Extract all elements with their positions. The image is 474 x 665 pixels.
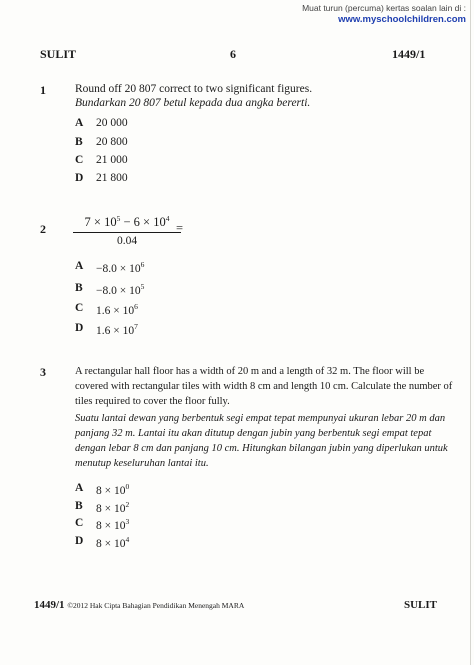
question-2-fraction	[72, 214, 182, 247]
q2-option-letter: A	[75, 260, 84, 272]
q2-option-value: $-8.0 \times 10^6$	[96, 260, 145, 275]
q1-option-value: 20 000	[96, 117, 128, 129]
q1-option-letter: B	[75, 136, 83, 148]
q1-option-value: 21 800	[96, 172, 128, 184]
q2-option-value: $1.6 \times 10^7$	[96, 322, 138, 337]
header-sulit: SULIT	[40, 47, 77, 61]
q2-option-letter: B	[75, 282, 83, 294]
footer-sulit: SULIT	[404, 599, 438, 611]
footer-code: 1449/1 ©2012 Hak Cipta Bahagian Pendidikan Menengah MARA	[34, 599, 245, 611]
question-3-text-en: A rectangular hall floor has a width of 20 m and a length of 32 m. The floor will be covered with rectangular tiles with width 8 cm and length 10 cm. Calculate the number of tiles required to cover the floor fully.	[75, 366, 453, 407]
watermark-text: Muat turun (percuma) kertas soalan lain di :	[302, 3, 466, 13]
q3-option-letter: D	[75, 535, 84, 547]
q3-option-value: $8 \times 10^3$	[96, 517, 130, 532]
question-1-text-en: Round off 20 807 correct to two significant figures.	[75, 83, 313, 95]
q1-option-letter: C	[75, 154, 84, 166]
question-1-number: 1	[40, 83, 46, 97]
q1-option-letter: A	[75, 117, 84, 129]
q2-option-letter: D	[75, 322, 84, 334]
q3-option-letter: A	[75, 482, 84, 494]
question-1-text-ms: Bundarkan 20 807 betul kepada dua angka bererti.	[75, 97, 311, 109]
q3-option-letter: B	[75, 500, 83, 512]
q1-option-letter: D	[75, 172, 84, 184]
q1-option-value: 21 000	[96, 154, 128, 166]
page-edge-line	[470, 0, 471, 665]
equals-sign: =	[176, 221, 184, 235]
watermark-link[interactable]: www.myschoolchildren.com	[338, 14, 466, 25]
q2-option-letter: C	[75, 302, 84, 314]
footer-copyright: ©2012 Hak Cipta Bahagian Pendidikan Menengah MARA	[67, 601, 245, 610]
q3-option-letter: C	[75, 517, 84, 529]
page-number: 6	[230, 47, 236, 61]
question-3-number: 3	[40, 365, 46, 379]
q2-option-value: $1.6 \times 10^6$	[96, 302, 138, 317]
q3-option-value: $8 \times 10^0$	[96, 482, 130, 497]
paper-code: 1449/1	[392, 47, 426, 61]
q3-option-value: $8 \times 10^2$	[96, 500, 130, 515]
fraction-numerator: $7 \times 10^5 - 6 \times 10^4$	[84, 214, 170, 230]
question-3-text-ms: Suatu lantai dewan yang berbentuk segi empat tepat mempunyai ukuran lebar 20 m dan panjang 32 m. Lantai itu akan ditutup dengan jubin yang berbentuk segi empat tepat dengan lebar 8 cm dan panjang 10 cm. Hitungkan bilangan jubin yang diperlukan untuk menutup keseluruhan lantai itu.	[75, 413, 448, 469]
q3-option-value: $8 \times 10^4$	[96, 535, 130, 550]
q2-option-value: $-8.0 \times 10^5$	[96, 282, 145, 297]
fraction-bar	[73, 232, 181, 233]
fraction-denominator: 0.04	[116, 235, 138, 248]
question-2-number: 2	[40, 222, 46, 236]
q1-option-value: 20 800	[96, 136, 128, 148]
